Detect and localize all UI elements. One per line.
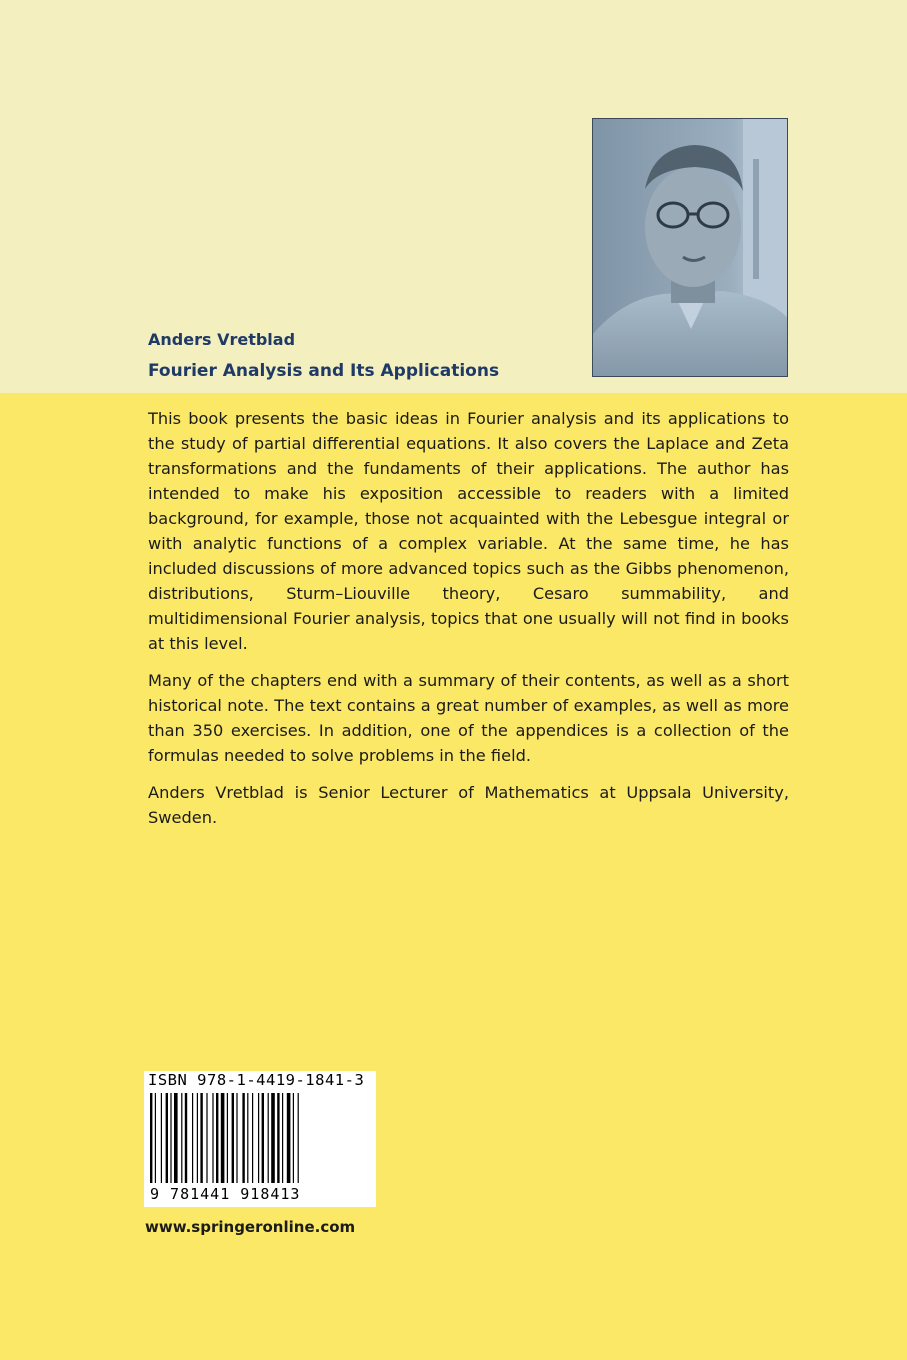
barcode-bars-icon [148, 1093, 368, 1185]
description-paragraph: Anders Vretblad is Senior Lecturer of Mathematics at Uppsala University, Sweden. [148, 783, 789, 827]
author-name: Anders Vretblad [148, 330, 296, 349]
isbn-barcode [144, 1071, 376, 1207]
description-paragraph: This book presents the basic ideas in Fourier analysis and its applications to the study of partial differential equations. It also covers the Laplace and Zeta transformations and the fundaments of their applications. The author has intended to make his exposition accessible to readers with a limited background, for example, those not acquainted with the Lebesgue integral or with analytic functions of a complex variable. At the same time, he has included discussions of more advanced topics such as the Gibbs phenomenon, distributions, Sturm–Liouville theory, Cesaro summability, and multidimensional Fourier analysis, topics that one usually will not find in books at this level. [148, 409, 789, 653]
author-photo [592, 118, 788, 377]
author-portrait-photo-icon [593, 119, 788, 377]
book-title: Fourier Analysis and Its Applications [148, 361, 500, 381]
isbn-label: ISBN 978-1-4419-1841-3 [148, 1071, 365, 1089]
publisher-url[interactable]: www.springeronline.com [145, 1218, 356, 1236]
description-paragraph: Many of the chapters end with a summary of their contents, as well as a short historical note. The text contains a great number of examples, as well as more than 350 exercises. In addition, one of the appendices is a collection of the formulas needed to solve problems in the field. [148, 671, 789, 765]
description [148, 406, 789, 842]
barcode-digits: 9 781441 918413 [150, 1185, 301, 1203]
